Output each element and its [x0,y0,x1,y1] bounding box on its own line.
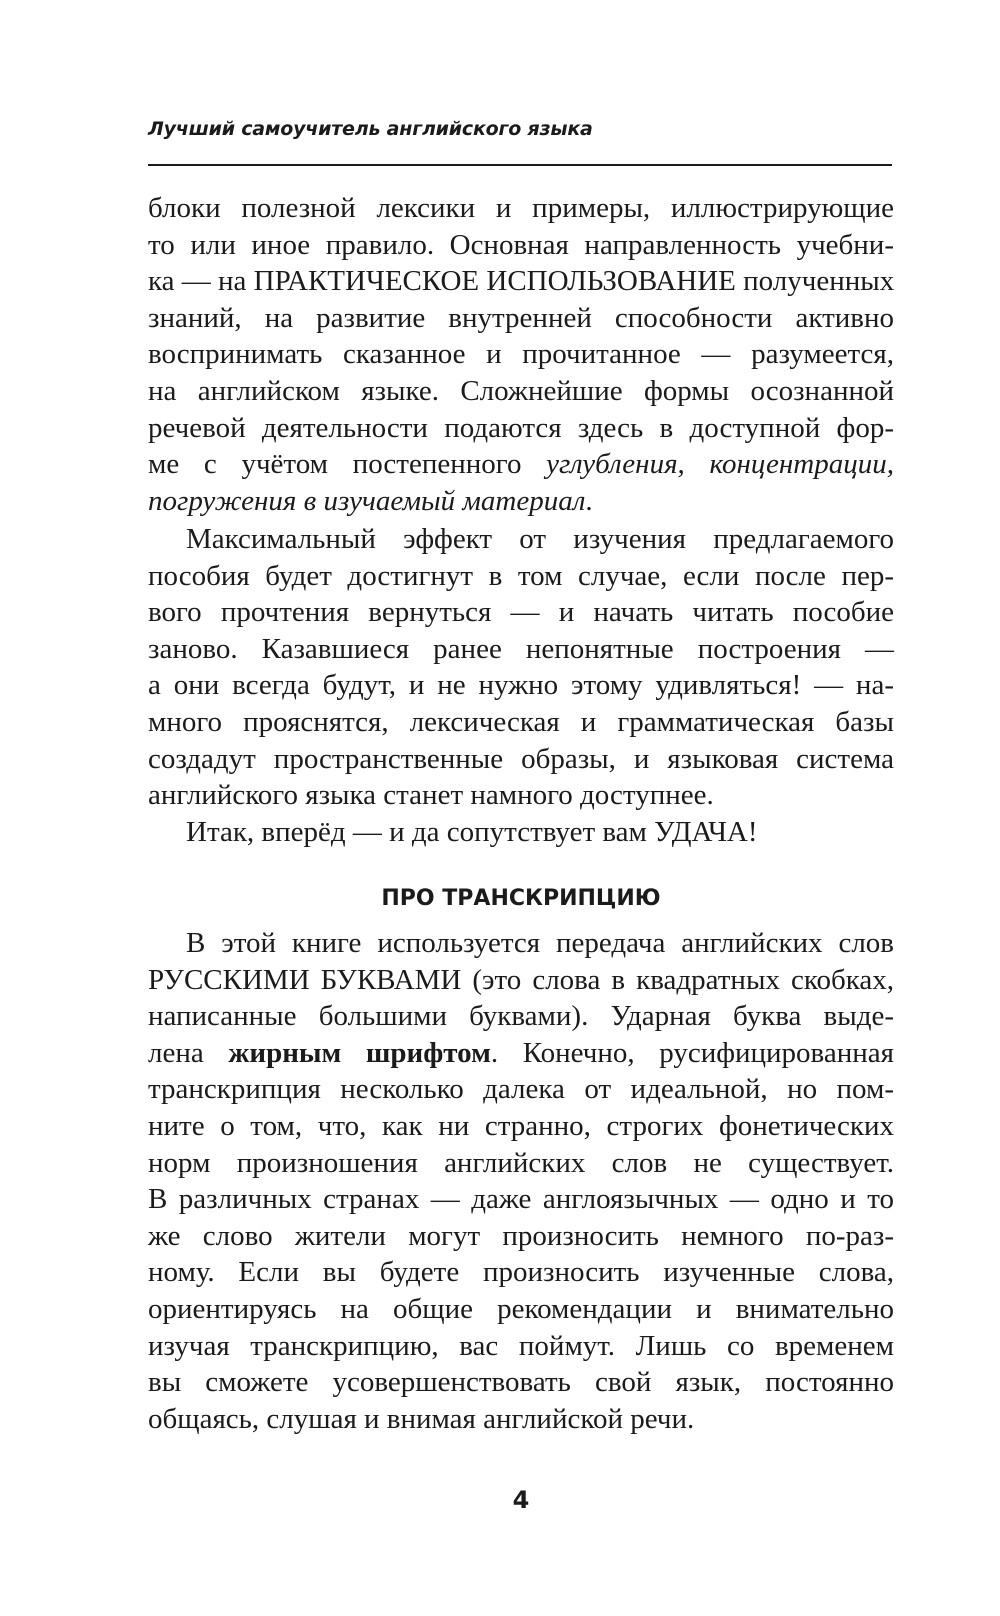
text-line: а они всегда будут, и не нужно этому удивляться! — на- [148,669,894,702]
text-line: вого прочтения вернуться — и начать читать пособие [148,596,894,629]
paragraph [148,814,894,851]
text-line: написанные большими буквами). Ударная буква выде- [148,1000,894,1033]
text-line: создадут пространственные образы, и языковая система [148,742,894,775]
text-line: ориентируясь на общие рекомендации и внимательно [148,1292,894,1325]
text-line: пособия будет достигнут в том случае, если после пер- [148,559,894,592]
bold-phrase: жирным шрифтом [228,1036,491,1069]
text-line: Максимальный эффект от изучения предлагаемого [186,523,894,555]
text-line: В различных странах — даже англоязычных — одно и то [148,1183,894,1216]
text-span: . Конечно, русифицированная [490,1036,894,1069]
text-line: ните о том, что, как ни странно, строгих фонетических [148,1109,894,1142]
text-line: транскрипция несколько далека от идеальной, но пом- [148,1073,894,1106]
text-line: воспринимать сказанное и прочитанное — разумеется, [148,338,894,371]
text-line: же слово жители могут произносить немного по-раз- [148,1219,894,1252]
text-line: РУССКИМИ БУКВАМИ (это слова в квадратных скобках, [148,963,894,996]
text-line: блоки полезной лексики и примеры, иллюстрирующие [148,192,894,224]
paragraph-continued [148,190,894,519]
text-line: речевой деятельности подаются здесь в доступной фор- [148,411,894,444]
page-number: 4 [512,1486,530,1514]
text-line: норм произношения английских слов не существует. [148,1146,894,1179]
text-line [148,483,894,520]
paragraph [148,521,894,814]
text-span: . [585,484,593,517]
text-line: изучая транскрипцию, вас поймут. Лишь со временем [148,1329,894,1362]
text-line: много прояснятся, лексическая и грамматическая базы [148,705,894,738]
paragraph [148,925,894,1437]
text-line: заново. Казавшиеся ранее непонятные построения — [148,632,894,665]
text-line: Итак, вперёд — и да сопутствует вам УДАЧА! [186,816,758,848]
italic-phrase: углубления, концентрации, [546,448,894,481]
text-line: ному. Если вы будете произносить изученные слова, [148,1256,894,1289]
running-header: Лучший самоучитель английского языка [148,118,593,140]
text-line [148,1035,894,1072]
text-line: В этой книге используется передача английских слов [186,927,894,959]
text-line: общаясь, слушая и внимая английской речи. [148,1402,695,1435]
text-line: английского языка станет намного доступнее. [148,779,714,812]
italic-phrase: погружения в изучаемый материал [148,484,586,517]
text-span: ме с учётом постепенного [148,448,547,481]
text-line: на английском языке. Сложнейшие формы осознанной [148,374,894,407]
header-divider [148,164,892,166]
text-line: то или иное правило. Основная направленность учебни- [148,228,894,261]
text-line [148,446,894,483]
text-line: вы сможете усовершенствовать свой язык, постоянно [148,1366,894,1399]
section-heading: ПРО ТРАНСКРИПЦИЮ [381,886,661,911]
text-span: лена [148,1036,229,1069]
text-line: знаний, на развитие внутренней способности активно [148,301,894,334]
text-line: ка — на ПРАКТИЧЕСКОЕ ИСПОЛЬЗОВАНИЕ полученных [148,265,895,298]
